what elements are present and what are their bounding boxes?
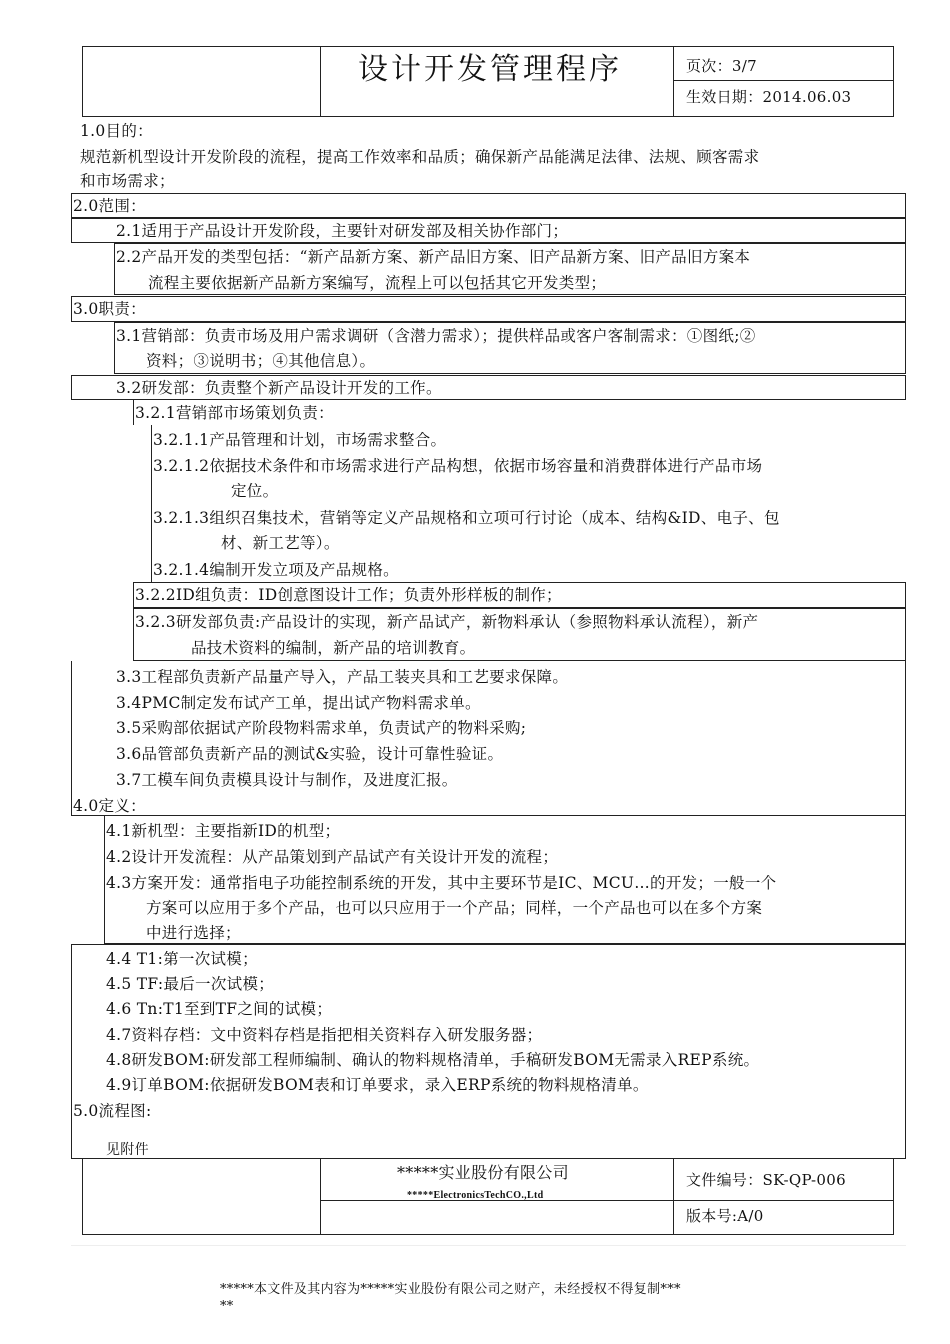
item-3-7: 3.7工模车间负责模具设计与制作，及进度汇报。: [116, 771, 458, 789]
item-3-2-1: 3.2.1营销部市场策划负责：: [135, 404, 334, 422]
section-4-heading: 4.0定义：: [73, 797, 146, 815]
item-4-3: 4.3方案开发：通常指电子功能控制系统的开发，其中主要环节是IC、MCU…的开发；一般一个: [106, 874, 777, 892]
section-5-text: 见附件: [106, 1142, 149, 1158]
section-2-heading: 2.0范围：: [73, 197, 146, 215]
section-1-heading: 1.0目的：: [80, 122, 153, 140]
section-1-text: 规范新机型设计开发阶段的流程，提高工作效率和品质；确保新产品能满足法律、法规、顾客需求: [80, 148, 760, 166]
document-number: 文件编号：SK-QP-006: [686, 1171, 846, 1189]
item-3-2-3-cont: 品技术资料的编制，新产品的培训教育。: [191, 639, 476, 657]
effective-date: 生效日期：2014.06.03: [686, 88, 852, 106]
section-3-heading-box: [71, 296, 906, 322]
item-3-2: 3.2研发部：负责整个新产品设计开发的工作。: [116, 379, 442, 397]
item-3-2-3: 3.2.3研发部负责:产品设计的实现，新产品试产，新物料承认（参照物料承认流程），新产: [135, 613, 759, 631]
item-3-1: 3.1营销部：负责市场及用户需求调研（含潜力需求）；提供样品或客户客制需求：①图纸;②: [116, 327, 756, 345]
section-5-heading: 5.0流程图:: [73, 1102, 152, 1120]
company-name-en: *****ElectronicsTechCO.,Ltd: [407, 1190, 544, 1201]
version-number: 版本号:A/0: [686, 1207, 764, 1225]
company-name: *****实业股份有限公司: [397, 1163, 569, 1182]
page-number: 页次：3/7: [686, 57, 757, 75]
item-3-5: 3.5采购部依据试产阶段物料需求单，负责试产的物料采购;: [116, 719, 527, 737]
item-3-1-cont: 资料；③说明书；④其他信息）。: [146, 352, 376, 370]
item-3-4: 3.4PMC制定发布试产工单，提出试产物料需求单。: [116, 694, 481, 712]
divider: [71, 1245, 906, 1246]
item-2-1: 2.1适用于产品设计开发阶段，主要针对研发部及相关协作部门；: [116, 222, 569, 240]
item-3-2-1-2-cont: 定位。: [231, 482, 279, 500]
copyright-notice-cont: **: [220, 1299, 234, 1314]
item-4-4: 4.4 T1:第一次试模；: [106, 950, 258, 968]
item-4-7: 4.7资料存档：文中资料存档是指把相关资料存入研发服务器；: [106, 1026, 543, 1044]
item-3-3: 3.3工程部负责新产品量产导入，产品工装夹具和工艺要求保障。: [116, 668, 569, 686]
item-3-2-2: 3.2.2ID组负责：ID创意图设计工作；负责外形样板的制作；: [135, 586, 562, 604]
section-2-heading-box: [71, 193, 906, 218]
section-3-heading: 3.0职责：: [73, 300, 146, 318]
item-4-2: 4.2设计开发流程：从产品策划到产品试产有关设计开发的流程；: [106, 848, 559, 866]
copyright-notice: *****本文件及其内容为*****实业股份有限公司之财产，未经授权不得复制***: [220, 1282, 681, 1297]
section-1-text-cont: 和市场需求；: [80, 172, 175, 190]
item-4-1: 4.1新机型：主要指新ID的机型；: [106, 822, 341, 840]
item-3-2-1-4: 3.2.1.4编制开发立项及产品规格。: [153, 561, 399, 579]
item-4-3-cont: 方案可以应用于多个产品，也可以只应用于一个产品；同样，一个产品也可以在多个方案: [146, 899, 763, 917]
document-title: 设计开发管理程序: [358, 52, 622, 87]
item-4-3-cont-2: 中进行选择；: [146, 924, 241, 942]
item-4-6: 4.6 Tn:T1至到TF之间的试模；: [106, 1000, 333, 1018]
item-4-8: 4.8研发BOM:研发部工程师编制、确认的物料规格清单，手稿研发BOM无需录入REP系统。: [106, 1051, 760, 1069]
item-3-2-1-3-cont: 材、新工艺等）。: [221, 534, 340, 552]
item-2-2-cont: 流程主要依据新产品新方案编写，流程上可以包括其它开发类型；: [148, 274, 607, 292]
item-3-2-1-1: 3.2.1.1产品管理和计划，市场需求整合。: [153, 431, 447, 449]
item-3-2-1-3: 3.2.1.3组织召集技术，营销等定义产品规格和立项可行讨论（成本、结构&ID、电子、包: [153, 509, 780, 527]
item-3-6: 3.6品管部负责新产品的测试&实验，设计可靠性验证。: [116, 745, 504, 763]
item-3-2-1-2: 3.2.1.2依据技术条件和市场需求进行产品构想，依据市场容量和消费群体进行产品市场: [153, 457, 763, 475]
item-2-2: 2.2产品开发的类型包括：“新产品新方案、新产品旧方案、旧产品新方案、旧产品旧方案本: [116, 248, 751, 266]
item-4-9: 4.9订单BOM:依据研发BOM表和订单要求，录入ERP系统的物料规格清单。: [106, 1076, 649, 1094]
item-4-5: 4.5 TF:最后一次试模；: [106, 975, 275, 993]
